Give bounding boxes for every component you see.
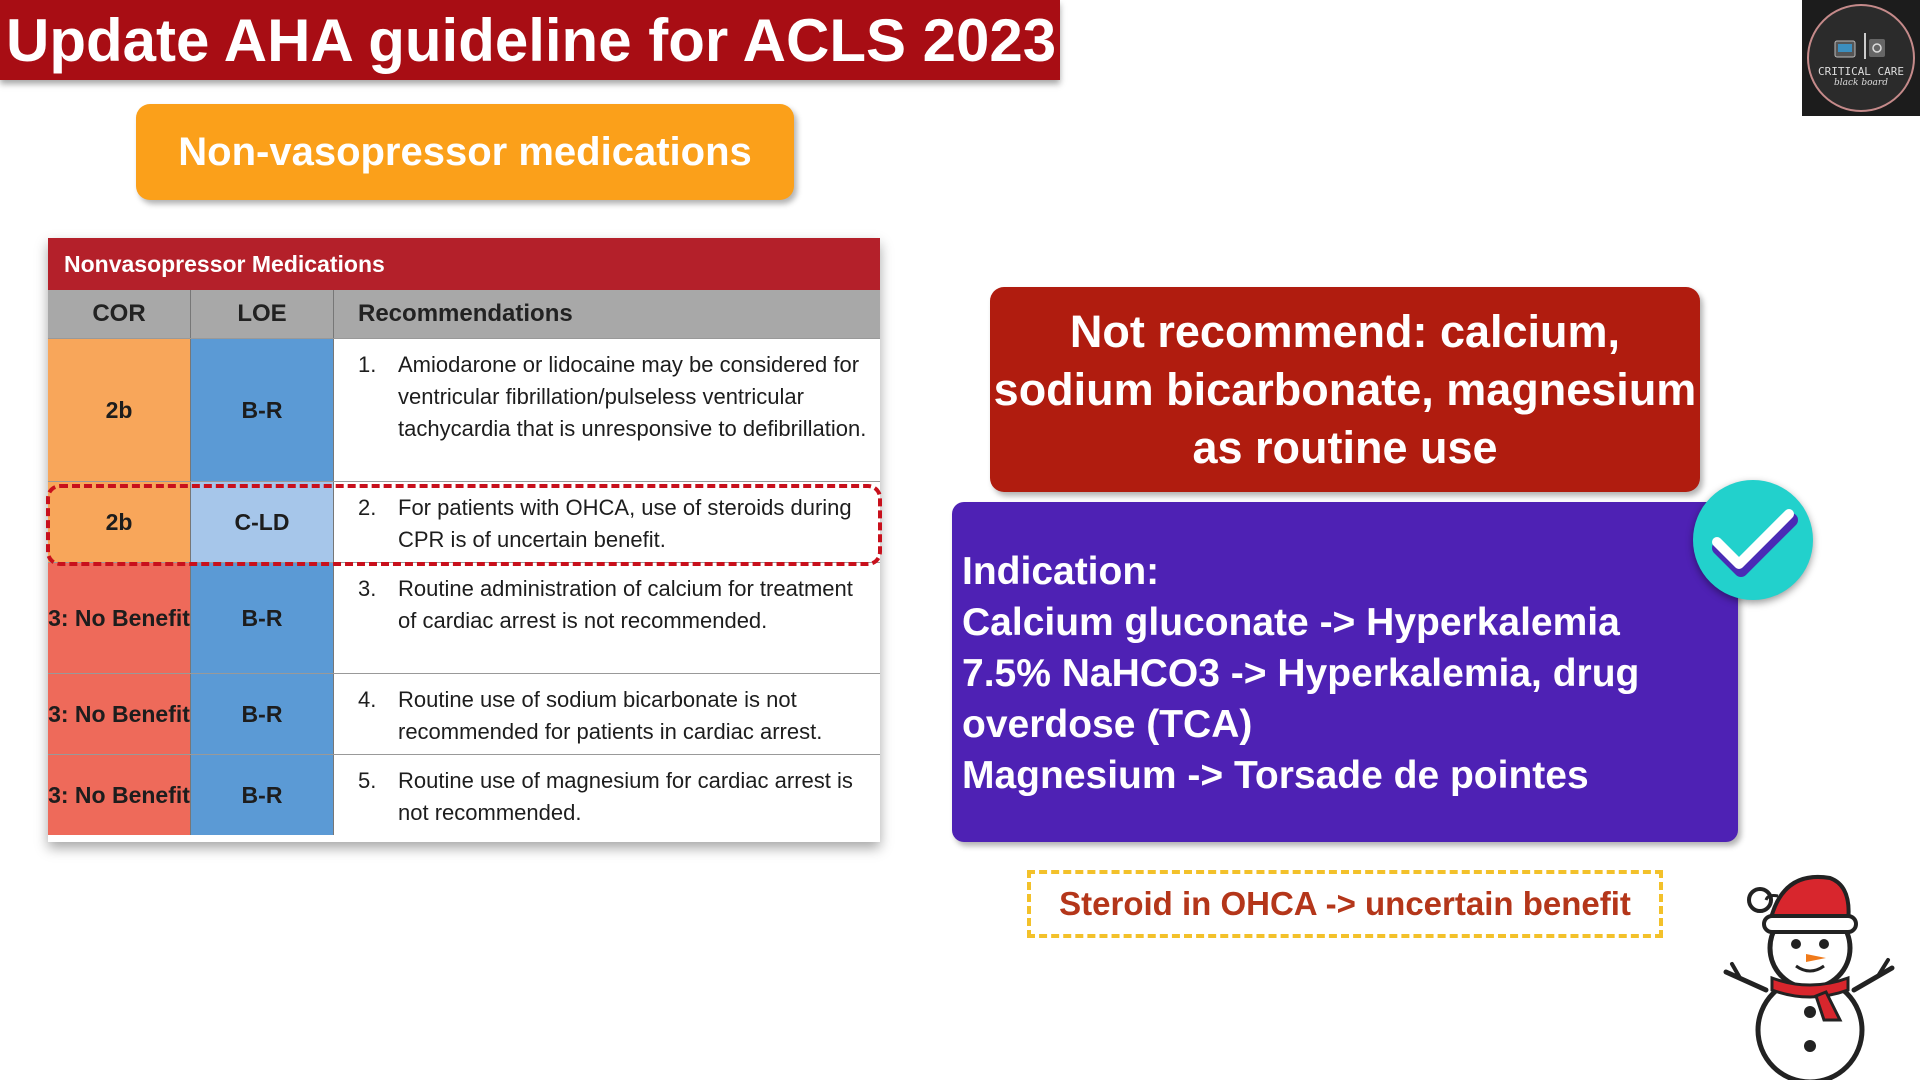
recommendation-cell (334, 339, 880, 481)
table-row (48, 338, 880, 481)
snowman-icon (1720, 860, 1900, 1080)
loe-cell: B-R (190, 339, 334, 481)
logo-badge (1807, 4, 1915, 112)
recommendation-text: Routine use of magnesium for cardiac arrest is not recommended. (398, 768, 853, 825)
not-recommend-box (990, 287, 1700, 492)
table-row (48, 562, 880, 673)
critical-care-logo (1802, 0, 1920, 116)
not-recommend-text: Not recommend: calcium, sodium bicarbonate, magnesium as routine use (993, 305, 1697, 473)
cor-cell: 3: No Benefit (48, 674, 190, 754)
loe-cell: C-LD (190, 482, 334, 562)
page-title: Update AHA guideline for ACLS 2023 (6, 6, 1057, 74)
subtitle-text: Non-vasopressor medications (178, 129, 752, 174)
table-column-headers (48, 290, 880, 338)
cor-cell: 3: No Benefit (48, 563, 190, 673)
column-header-recommendations: Recommendations (358, 300, 573, 327)
logo-text: CRITICAL CARE (1817, 64, 1905, 78)
recommendation-number: 5. (358, 768, 377, 793)
indication-line: Calcium gluconate -> Hyperkalemia (962, 601, 1620, 644)
recommendation-cell (334, 755, 880, 835)
loe-cell: B-R (190, 755, 334, 835)
recommendation-number: 3. (358, 576, 377, 601)
steroid-note-text: Steroid in OHCA -> uncertain benefit (1059, 885, 1631, 922)
loe-cell: B-R (190, 563, 334, 673)
recommendation-number: 1. (358, 352, 377, 377)
cor-cell: 2b (48, 482, 190, 562)
recommendation-text: Routine use of sodium bicarbonate is not recommended for patients in cardiac arrest. (398, 687, 823, 744)
table-header: Nonvasopressor Medications (48, 238, 880, 290)
steroid-note-box (1027, 870, 1663, 938)
subtitle-banner (136, 104, 794, 200)
column-header-cor: COR (48, 290, 191, 338)
table-row (48, 754, 880, 835)
recommendation-text: For patients with OHCA, use of steroids during CPR is of uncertain benefit. (398, 495, 852, 552)
recommendation-number: 4. (358, 687, 377, 712)
recommendation-cell (334, 674, 880, 754)
recommendation-text: Amiodarone or lidocaine may be considered for ventricular fibrillation/pulseless ventricular tachycardia that is unresponsive to defibrillation. (398, 352, 867, 441)
cor-cell: 3: No Benefit (48, 755, 190, 835)
loe-cell: B-R (190, 674, 334, 754)
recommendation-number: 2. (358, 495, 377, 520)
recommendation-cell (334, 563, 880, 673)
title-banner (0, 0, 1060, 80)
check-icon (1693, 480, 1813, 600)
medical-equipment-icon (1831, 29, 1891, 65)
column-header-loe: LOE (191, 290, 334, 338)
indication-line: Magnesium -> Torsade de pointes (962, 754, 1589, 797)
recommendation-text: Routine administration of calcium for treatment of cardiac arrest is not recommended. (398, 576, 853, 633)
indication-heading: Indication: (962, 550, 1160, 593)
steroid-row-highlight (46, 484, 882, 566)
cor-cell: 2b (48, 339, 190, 481)
logo-subtext: black board (1834, 77, 1888, 88)
table-row (48, 673, 880, 754)
indication-box (952, 502, 1738, 842)
indication-line: 7.5% NaHCO3 -> Hyperkalemia, drug overdose (TCA) (962, 652, 1640, 746)
